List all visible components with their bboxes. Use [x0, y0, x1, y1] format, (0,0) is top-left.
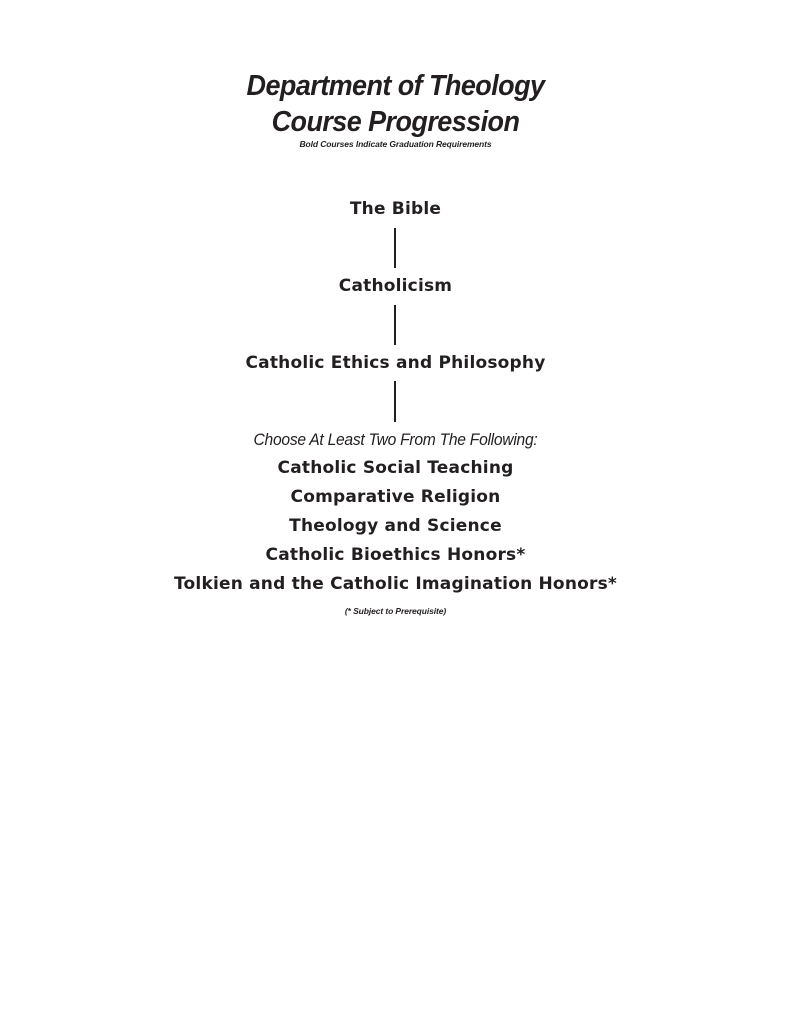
progression-connector-1: [394, 228, 396, 268]
electives-heading: Choose At Least Two From The Following:: [253, 430, 538, 449]
prerequisite-footnote: (* Subject to Prerequisite): [344, 606, 447, 616]
course-comparative-religion: Comparative Religion: [290, 487, 501, 507]
course-catholic-ethics-and-philosophy: Catholic Ethics and Philosophy: [245, 353, 546, 373]
graduation-requirements-note: Bold Courses Indicate Graduation Requirements: [299, 139, 492, 149]
course-catholic-bioethics-honors: Catholic Bioethics Honors*: [265, 545, 526, 565]
course-theology-and-science: Theology and Science: [289, 516, 502, 536]
course-tolkien-and-the-catholic-imagination-honors: Tolkien and the Catholic Imagination Honors*: [174, 574, 617, 594]
page-title: Department of Theology: [246, 70, 545, 102]
course-catholicism: Catholicism: [338, 276, 453, 296]
progression-connector-2: [394, 305, 396, 345]
course-catholic-social-teaching: Catholic Social Teaching: [277, 458, 514, 478]
progression-connector-3: [394, 381, 396, 422]
course-the-bible: The Bible: [349, 199, 442, 219]
page-subtitle-title: Course Progression: [271, 106, 520, 138]
